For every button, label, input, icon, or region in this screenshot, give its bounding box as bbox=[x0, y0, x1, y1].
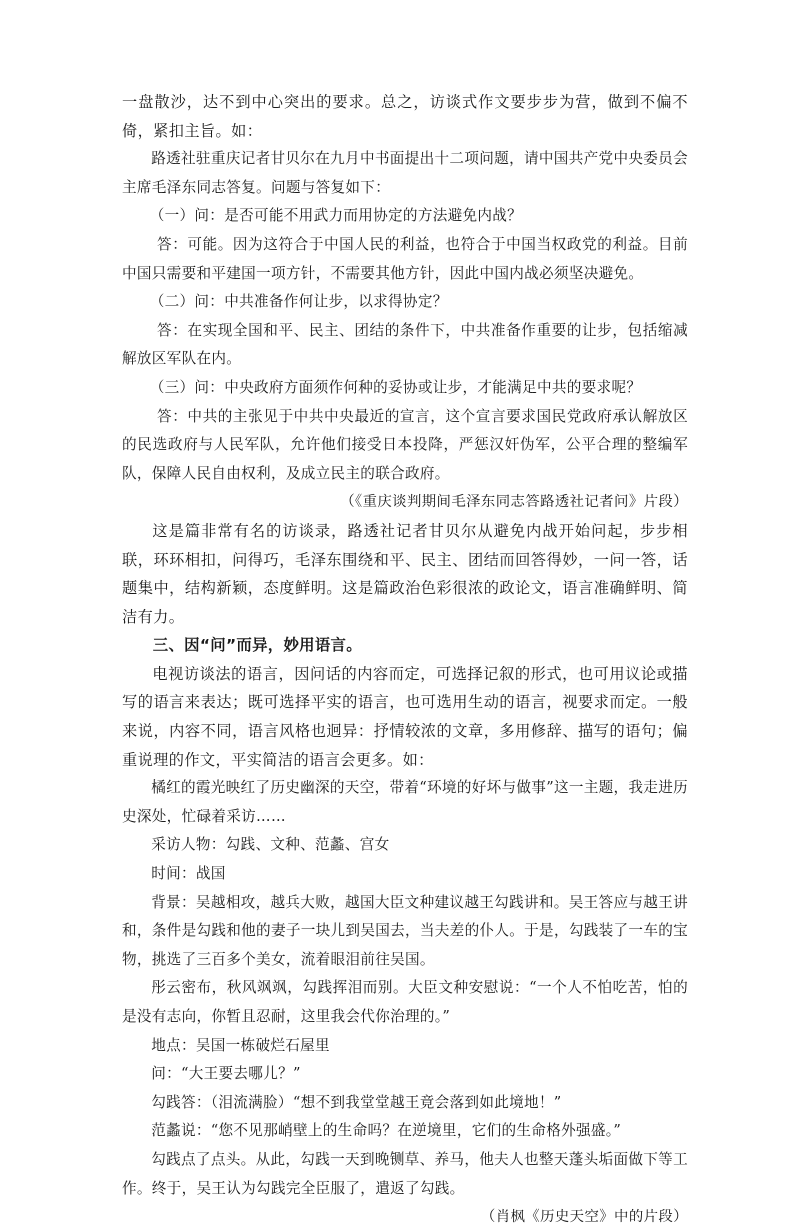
paragraph-language: 电视访谈法的语言，因问话的内容而定，可选择记叙的形式，也可用议论或描写的语言来表达；既可选择平实的语言，也可选用生动的语言，视要求而定。一般来说，内容不同，语言风格也迥异：抒情较浓的文章，多用修辞、描写的语句；偏重说理的作文，平实简洁的语言会更多。如： bbox=[122, 664, 688, 769]
answer-3: 答：中共的主张见于中共中央最近的宣言，这个宣言要求国民党政府承认解放区的民选政府与人民军队，允许他们接受日本投降，严惩汉奸伪军，公平合理的整编军队，保障人民自由权利，及成立民主的联合政府。 bbox=[122, 407, 688, 482]
excerpt-opening: 橘红的霞光映红了历史幽深的天空，带着“环境的好坏与做事”这一主题，我走进历史深处，忙碌着采访…… bbox=[122, 779, 688, 825]
excerpt-goujian-answer: 勾践答：（泪流满脸）“想不到我堂堂越王竟会落到如此境地！” bbox=[151, 1093, 562, 1111]
question-2: （二）问：中共准备作何让步，以求得协定？ bbox=[149, 293, 448, 311]
excerpt-time: 时间：战国 bbox=[151, 865, 226, 883]
excerpt-question: 问：“大王要去哪儿？” bbox=[151, 1065, 301, 1083]
paragraph-analysis: 这是篇非常有名的访谈录，路透社记者甘贝尔从避免内战开始问起，步步相联，环环相扣，问得巧，毛泽东围绕和平、民主、团结而回答得妙，一问一答，话题集中，结构新颖，态度鲜明。这是篇政治色彩很浓的政论文，语言准确鲜明、简洁有力。 bbox=[122, 521, 688, 626]
excerpt-background: 背景：吴越相攻，越兵大败，越国大臣文种建议越王勾践讲和。吴王答应与越王讲和，条件是勾践和他的妻子一块儿到吴国去，当夫差的仆人。于是，勾践装了一车的宝物，挑选了三百多个美女，流着眼泪前往吴国。 bbox=[122, 893, 688, 968]
excerpt-characters: 采访人物：勾践、文种、范蠡、宫女 bbox=[151, 836, 390, 854]
quote-preface: 路透社驻重庆记者甘贝尔在九月中书面提出十二项问题，请中国共产党中央委员会主席毛泽东同志答复。问题与答复如下： bbox=[122, 150, 688, 196]
answer-1: 答：可能。因为这符合于中国人民的利益，也符合于中国当权政党的利益。目前中国只需要和平建国一项方针，不需要其他方针，因此中国内战必须坚决避免。 bbox=[122, 235, 688, 282]
excerpt-farewell: 彤云密布，秋风飒飒，勾践挥泪而别。大臣文种安慰说：“一个人不怕吃苦，怕的是没有志向，你暂且忍耐，这里我会代你治理的。” bbox=[122, 979, 688, 1025]
source-citation-1: （《重庆谈判期间毛泽东同志答路透社记者问》片段） bbox=[340, 494, 688, 511]
paragraph-intro-continuation: 一盘散沙，达不到中心突出的要求。总之，访谈式作文要步步为营，做到不偏不倚，紧扣主旨。如： bbox=[122, 93, 688, 140]
section-heading-3: 三、因“问”而异，妙用语言。 bbox=[152, 636, 362, 655]
excerpt-location: 地点：吴国一栋破烂石屋里 bbox=[151, 1036, 330, 1054]
question-3: （三）问：中央政府方面须作何种的妥协或让步，才能满足中共的要求呢？ bbox=[149, 378, 642, 396]
excerpt-ending: 勾践点了点头。从此，勾践一天到晚铡草、养马，他夫人也整天蓬头垢面做下等工作。终于，吴王认为勾践完全臣服了，遣返了勾践。 bbox=[122, 1150, 688, 1197]
source-citation-2: （肖枫《历史天空》中的片段） bbox=[480, 1209, 688, 1226]
answer-2: 答：在实现全国和平、民主、团结的条件下，中共准备作重要的让步，包括缩减解放区军队在内。 bbox=[122, 321, 688, 368]
question-1: （一）问：是否可能不用武力而用协定的方法避免内战？ bbox=[149, 207, 523, 225]
document-page bbox=[122, 88, 688, 1232]
excerpt-fanli-says: 范蠡说：“您不见那峭壁上的生命吗？在逆境里，它们的生命格外强盛。” bbox=[151, 1122, 622, 1140]
